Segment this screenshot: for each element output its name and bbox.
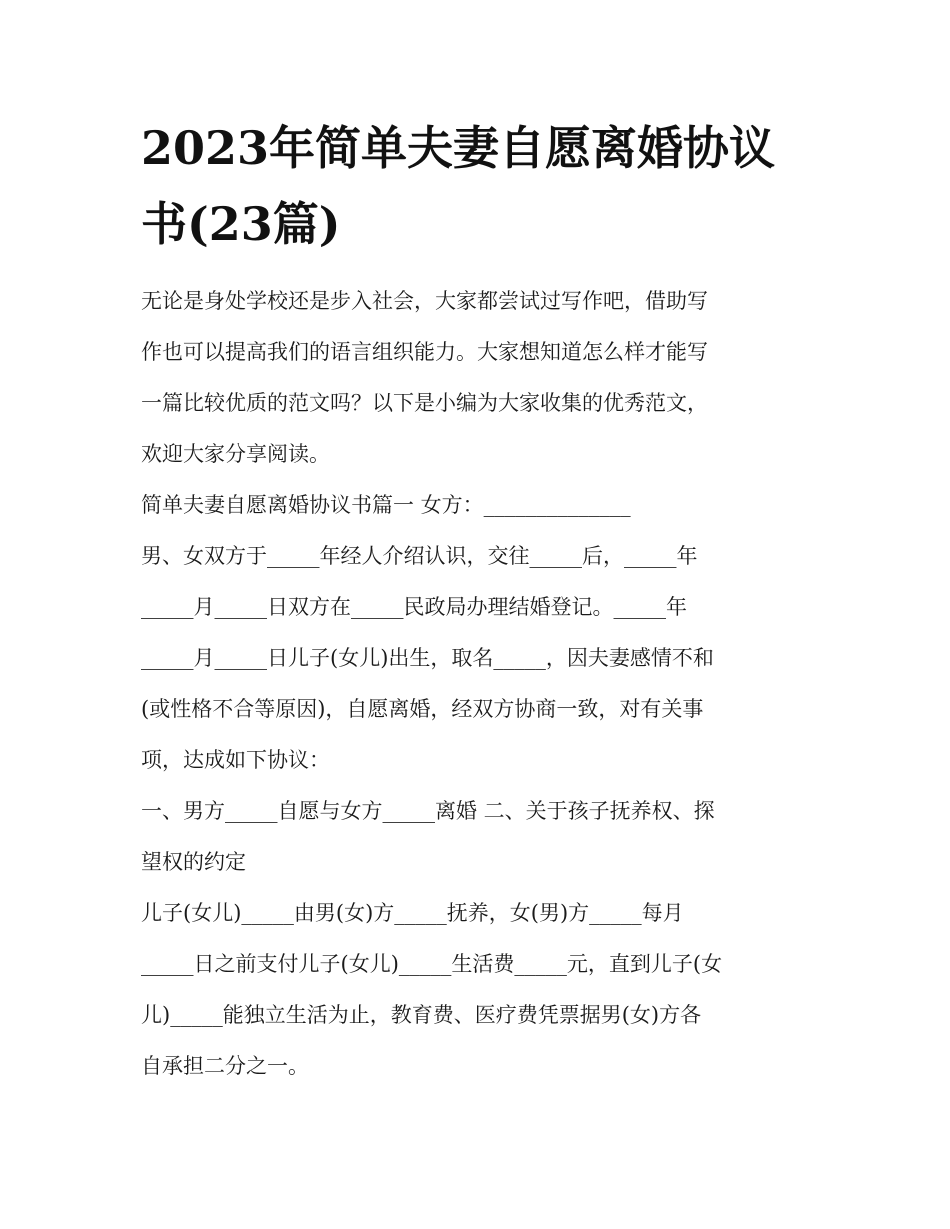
paragraph-line: 无论是身处学校还是步入社会，大家都尝试过写作吧，借助写 — [141, 289, 708, 313]
paragraph-line: 作也可以提高我们的语言组织能力。大家想知道怎么样才能写 — [141, 340, 708, 364]
paragraph-line: 简单夫妻自愿离婚协议书篇一 女方：______________ — [141, 493, 631, 517]
paragraph-line: 欢迎大家分享阅读。 — [141, 442, 330, 466]
paragraph-line: 儿子(女儿)_____由男(女)方_____抚养，女(男)方_____每月 — [141, 901, 684, 925]
paragraph-line: _____月_____日双方在_____民政局办理结婚登记。_____年 — [141, 595, 687, 619]
paragraph-line: _____月_____日儿子(女儿)出生，取名_____，因夫妻感情不和 — [141, 646, 714, 670]
paragraph-line: 自承担二分之一。 — [141, 1054, 309, 1078]
document-body — [141, 282, 821, 1098]
paragraph-line: 一、男方_____自愿与女方_____离婚 二、关于孩子抚养权、探 — [141, 799, 715, 823]
document-title-line-1: 2023年简单夫妻自愿离婚协议 — [141, 121, 776, 175]
paragraph-line: _____日之前支付儿子(女儿)_____生活费_____元，直到儿子(女 — [141, 952, 723, 976]
paragraph-line: 一篇比较优质的范文吗？以下是小编为大家收集的优秀范文， — [141, 391, 708, 415]
document-title-line-2: 书(23篇) — [141, 197, 341, 251]
paragraph-line: 男、女双方于_____年经人介绍认识，交往_____后，_____年 — [141, 544, 698, 568]
paragraph-line: 项，达成如下协议： — [141, 748, 330, 772]
paragraph-line: (或性格不合等原因)，自愿离婚，经双方协商一致，对有关事 — [141, 697, 704, 721]
paragraph-line: 儿)_____能独立生活为止，教育费、医疗费凭票据男(女)方各 — [141, 1003, 702, 1027]
document-title — [141, 110, 811, 262]
paragraph-line: 望权的约定 — [141, 850, 246, 874]
